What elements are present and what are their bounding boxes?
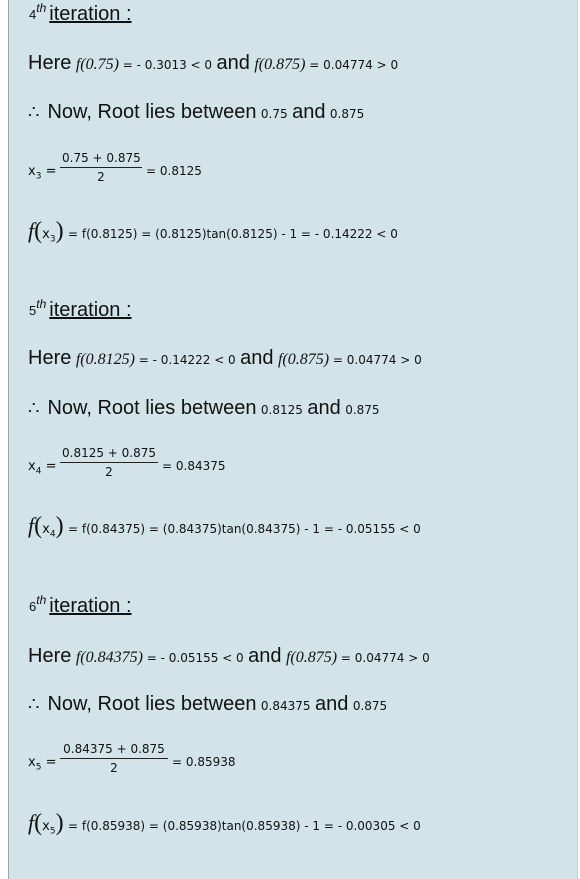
- here-line: [28, 645, 430, 668]
- iteration-ordinal: th: [36, 297, 47, 311]
- open-paren: (: [34, 513, 43, 539]
- f-symbol: f: [28, 810, 35, 835]
- open-paren: (: [34, 810, 43, 836]
- close-paren: ): [55, 218, 64, 244]
- midpoint-formula: [28, 446, 248, 490]
- root-and: and: [307, 397, 341, 419]
- iteration-number: 5: [29, 303, 37, 318]
- midpoint-formula: [28, 742, 258, 786]
- root-high: 0.875: [345, 403, 380, 417]
- root-high: 0.875: [352, 699, 388, 713]
- root-line: [28, 397, 380, 420]
- here-line: [28, 52, 398, 75]
- f-right: f(0.875): [285, 649, 338, 666]
- fraction: [60, 446, 158, 479]
- root-text: Now, Root lies between: [47, 101, 257, 123]
- midpoint-variable: [28, 755, 56, 773]
- iteration-heading: [29, 594, 132, 618]
- close-paren: ): [55, 513, 64, 539]
- root-text: Now, Root lies between: [47, 397, 257, 419]
- var-subscript: 4: [35, 466, 42, 477]
- here-label: Here: [28, 645, 72, 667]
- f-left: f(0.75): [75, 56, 119, 73]
- iteration-title: iteration :: [49, 3, 132, 25]
- iteration-heading: [29, 2, 132, 26]
- root-and: and: [292, 101, 326, 123]
- f-left-value: = - 0.14222 < 0: [134, 353, 236, 367]
- iteration-number: 6: [29, 599, 37, 614]
- fx-subscript: 5: [49, 826, 56, 837]
- midpoint-variable: [28, 164, 56, 182]
- iteration-title: iteration :: [49, 595, 132, 617]
- fx-letter: x: [42, 819, 50, 834]
- var-subscript: 3: [35, 171, 42, 182]
- numerator: 0.8125 + 0.875: [62, 446, 157, 460]
- equals-sign: =: [45, 755, 57, 770]
- fx-expression: = f(0.84375) = (0.84375)tan(0.84375) - 1 = - 0.05155 < 0: [68, 522, 421, 536]
- solution-panel: [8, 0, 578, 879]
- f-right-value: = 0.04774 > 0: [337, 651, 430, 665]
- therefore-symbol: ∴: [28, 694, 40, 714]
- root-low: 0.75: [260, 107, 288, 121]
- midpoint-result: = 0.84375: [162, 459, 226, 473]
- open-paren: (: [34, 218, 43, 244]
- here-label: Here: [28, 347, 72, 369]
- f-right: f(0.875): [254, 56, 306, 73]
- iteration-number: 4: [29, 7, 37, 22]
- var-subscript: 5: [35, 762, 42, 773]
- var-letter: x: [28, 459, 36, 474]
- var-letter: x: [28, 755, 36, 770]
- function-evaluation: [28, 218, 398, 246]
- fx-expression: = f(0.8125) = (0.8125)tan(0.8125) - 1 = - 0.14222 < 0: [68, 227, 398, 241]
- f-left-value: = - 0.3013 < 0: [118, 58, 213, 72]
- fraction: [60, 742, 168, 775]
- numerator: 0.84375 + 0.875: [63, 742, 165, 756]
- fx-expression: = f(0.85938) = (0.85938)tan(0.85938) - 1 = - 0.00305 < 0: [68, 819, 421, 833]
- f-left: f(0.84375): [75, 649, 143, 666]
- root-low: 0.8125: [260, 403, 303, 417]
- denominator: 2: [105, 465, 113, 479]
- therefore-symbol: ∴: [28, 102, 40, 122]
- equals-sign: =: [45, 459, 57, 474]
- here-label: Here: [28, 52, 72, 74]
- fx-letter: x: [42, 522, 50, 537]
- here-line: [28, 347, 422, 370]
- fx-letter: x: [42, 227, 50, 242]
- f-symbol: f: [28, 513, 35, 538]
- f-right: f(0.875): [277, 351, 330, 368]
- f-left-value: = - 0.05155 < 0: [142, 651, 244, 665]
- f-right-value: = 0.04774 > 0: [329, 353, 422, 367]
- therefore-symbol: ∴: [28, 398, 40, 418]
- fx-subscript: 4: [49, 529, 56, 540]
- root-line: [28, 101, 364, 124]
- equals-sign: =: [45, 164, 57, 179]
- midpoint-result: = 0.8125: [146, 164, 202, 178]
- root-line: [28, 693, 387, 716]
- function-evaluation: [28, 513, 421, 541]
- root-low: 0.84375: [260, 699, 311, 713]
- iteration-heading: [29, 298, 132, 322]
- fx-argument: [42, 522, 56, 540]
- fx-subscript: 3: [49, 234, 56, 245]
- root-text: Now, Root lies between: [47, 693, 257, 715]
- denominator: 2: [97, 170, 105, 184]
- fx-argument: [42, 819, 56, 837]
- close-paren: ): [55, 810, 64, 836]
- and-label: and: [248, 645, 282, 667]
- denominator: 2: [110, 761, 118, 775]
- root-high: 0.875: [329, 107, 365, 121]
- midpoint-formula: [28, 151, 228, 195]
- function-evaluation: [28, 810, 421, 838]
- iteration-ordinal: th: [36, 593, 47, 607]
- fraction: [60, 151, 142, 184]
- midpoint-result: = 0.85938: [172, 755, 236, 769]
- fx-argument: [42, 227, 56, 245]
- f-symbol: f: [28, 218, 35, 243]
- and-label: and: [240, 347, 274, 369]
- var-letter: x: [28, 164, 36, 179]
- f-left: f(0.8125): [75, 351, 135, 368]
- f-right-value: = 0.04774 > 0: [305, 58, 399, 72]
- numerator: 0.75 + 0.875: [62, 151, 141, 165]
- iteration-ordinal: th: [36, 1, 47, 15]
- midpoint-variable: [28, 459, 56, 477]
- iteration-title: iteration :: [49, 299, 132, 321]
- root-and: and: [315, 693, 349, 715]
- and-label: and: [216, 52, 250, 74]
